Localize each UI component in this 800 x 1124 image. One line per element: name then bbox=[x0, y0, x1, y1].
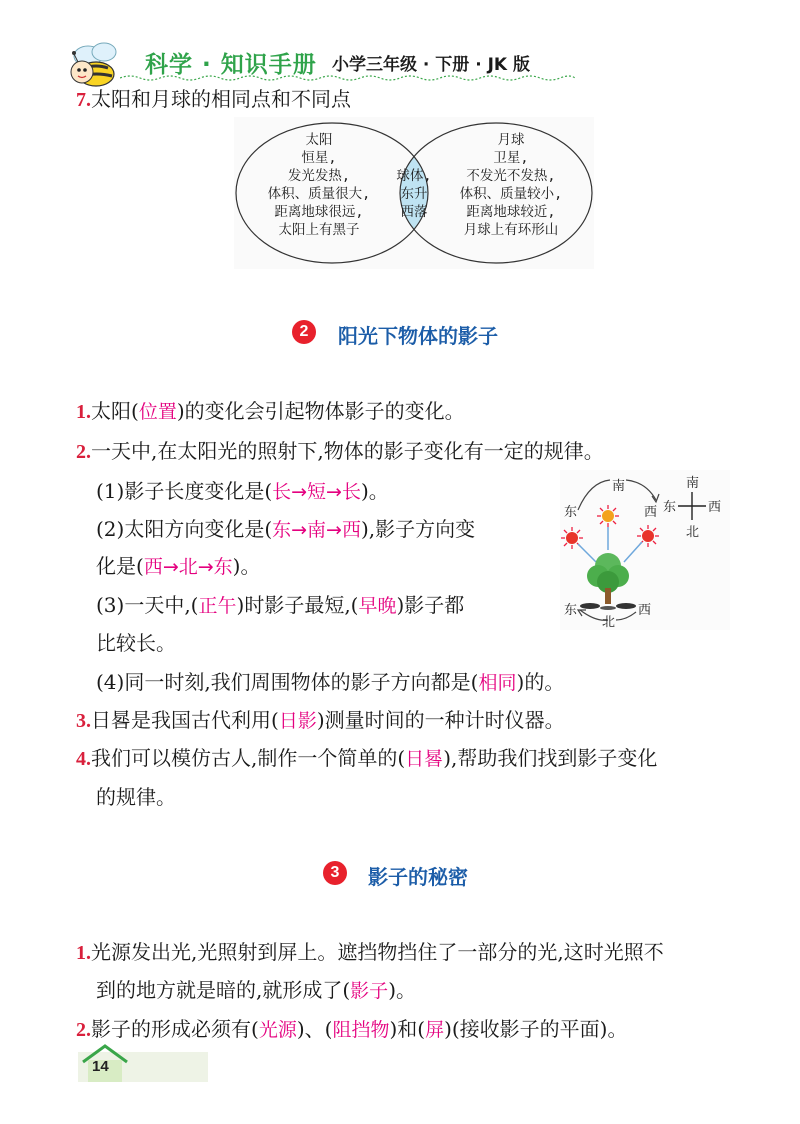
s2-item-3 bbox=[76, 707, 565, 734]
section-3-number: 3 bbox=[323, 861, 347, 885]
text: )和( bbox=[389, 1017, 426, 1041]
label-west: 西 bbox=[644, 505, 658, 520]
bottom-west-label: 西 bbox=[638, 603, 652, 618]
venn-right-line: 月球上有环形山 bbox=[463, 222, 559, 238]
venn-right-line: 卫星, bbox=[493, 150, 529, 166]
header-title: 科学 · 知识手册 bbox=[145, 52, 317, 78]
answer: 阻挡物 bbox=[332, 1019, 390, 1041]
label-east: 东 bbox=[564, 505, 578, 520]
answer: 日晷 bbox=[405, 748, 444, 770]
text: (1)影子长度变化是( bbox=[96, 479, 273, 503]
item-number: 2. bbox=[76, 1019, 91, 1041]
text: 化是( bbox=[96, 554, 144, 578]
s2-item-1 bbox=[76, 398, 465, 425]
compass-east-label: 东 bbox=[663, 500, 677, 515]
s2-sub-4 bbox=[96, 669, 564, 696]
answer: 正午 bbox=[198, 595, 237, 617]
s2-sub-3 bbox=[96, 592, 464, 619]
sun-path-diagram bbox=[560, 470, 730, 630]
venn-left-line: 太阳上有黑子 bbox=[278, 222, 360, 238]
venn-right-line: 不发光不发热, bbox=[466, 168, 556, 184]
bottom-north-label: 北 bbox=[602, 615, 616, 630]
s2-sub-3-cont bbox=[96, 630, 176, 656]
answer: 影子 bbox=[350, 980, 389, 1002]
header-divider bbox=[120, 74, 575, 82]
label-south: 南 bbox=[612, 479, 626, 494]
venn-right-text bbox=[436, 131, 586, 239]
venn-right-line: 体积、质量较小, bbox=[459, 186, 563, 202]
venn-middle-line: 西落 bbox=[400, 204, 428, 220]
s3-item-2 bbox=[76, 1016, 628, 1043]
text: )、( bbox=[296, 1017, 333, 1041]
s3-item-1-cont bbox=[96, 977, 416, 1004]
item-text: 太阳和月球的相同点和不同点 bbox=[91, 87, 351, 111]
page-number: 14 bbox=[92, 1058, 109, 1075]
item-number: 3. bbox=[76, 710, 91, 732]
item-number: 7. bbox=[76, 89, 91, 111]
answer: 东→南→西 bbox=[272, 519, 361, 541]
text: )(接收影子的平面)。 bbox=[444, 1017, 628, 1041]
section-2-number: 2 bbox=[292, 320, 316, 344]
text: ),影子方向变 bbox=[360, 517, 476, 541]
venn-left-line: 发光发热, bbox=[287, 168, 351, 184]
text: 比较长。 bbox=[96, 631, 176, 655]
item-number: 1. bbox=[76, 942, 91, 964]
text: 日晷是我国古代利用( bbox=[91, 708, 279, 732]
text: 的规律。 bbox=[96, 785, 176, 809]
venn-middle-line: 球体, bbox=[396, 168, 432, 184]
s2-item-2 bbox=[76, 438, 604, 465]
s3-item-1 bbox=[76, 939, 664, 966]
text: (3)一天中,( bbox=[96, 593, 199, 617]
section-3-title: 影子的秘密 bbox=[368, 865, 468, 889]
venn-middle-line: 东升 bbox=[400, 186, 428, 202]
venn-left-text bbox=[244, 131, 394, 239]
item-number: 2. bbox=[76, 441, 91, 463]
text: )的变化会引起物体影子的变化。 bbox=[176, 399, 465, 423]
venn-left-line: 距离地球很远, bbox=[274, 204, 364, 220]
answer: 日影 bbox=[278, 710, 317, 732]
venn-right-line: 月球 bbox=[497, 132, 525, 148]
venn-diagram bbox=[234, 117, 594, 269]
answer: 西→北→东 bbox=[143, 556, 233, 578]
header-subtitle: 小学三年级 · 下册 · JK 版 bbox=[332, 55, 531, 75]
item-7 bbox=[76, 86, 351, 113]
venn-middle-text bbox=[390, 167, 438, 221]
text: )的。 bbox=[516, 670, 565, 694]
answer: 光源 bbox=[258, 1019, 297, 1041]
section-2-title: 阳光下物体的影子 bbox=[338, 324, 498, 348]
text: ),帮助我们找到影子变化 bbox=[443, 746, 658, 770]
text: 我们可以模仿古人,制作一个简单的( bbox=[91, 746, 406, 770]
s2-sub-2 bbox=[96, 516, 475, 543]
venn-right-line: 距离地球较近, bbox=[466, 204, 556, 220]
answer: 长→短→长 bbox=[272, 481, 361, 503]
text: 影子的形成必须有( bbox=[91, 1017, 259, 1041]
text: )。 bbox=[360, 479, 389, 503]
text: (4)同一时刻,我们周围物体的影子方向都是( bbox=[96, 670, 479, 694]
text: )测量时间的一种计时仪器。 bbox=[316, 708, 565, 732]
text: 太阳( bbox=[91, 399, 139, 423]
text: )时影子最短,( bbox=[236, 593, 359, 617]
text: 光源发出光,光照射到屏上。遮挡物挡住了一部分的光,这时光照不 bbox=[91, 940, 664, 964]
answer: 早晚 bbox=[358, 595, 397, 617]
sun-icon bbox=[597, 505, 619, 527]
s2-item-4 bbox=[76, 745, 657, 772]
compass-south-label: 北 bbox=[686, 525, 700, 540]
answer: 屏 bbox=[425, 1019, 445, 1041]
text: 到的地方就是暗的,就形成了( bbox=[96, 978, 351, 1002]
text: )影子都 bbox=[396, 593, 465, 617]
answer: 相同 bbox=[478, 672, 517, 694]
s2-sub-2-cont bbox=[96, 553, 260, 580]
item-number: 4. bbox=[76, 748, 91, 770]
s2-item-4-cont bbox=[96, 784, 176, 810]
answer: 位置 bbox=[138, 401, 177, 423]
compass-west-label: 西 bbox=[708, 500, 722, 515]
text: )。 bbox=[388, 978, 416, 1002]
text: )。 bbox=[232, 554, 261, 578]
text: 一天中,在太阳光的照射下,物体的影子变化有一定的规律。 bbox=[91, 439, 604, 463]
bottom-east-label: 东 bbox=[564, 603, 578, 618]
venn-left-line: 体积、质量很大, bbox=[267, 186, 371, 202]
venn-left-line: 恒星, bbox=[301, 150, 337, 166]
item-number: 1. bbox=[76, 401, 91, 423]
venn-left-line: 太阳 bbox=[305, 132, 333, 148]
compass-north-label: 南 bbox=[686, 476, 700, 491]
text: (2)太阳方向变化是( bbox=[96, 517, 273, 541]
s2-sub-1 bbox=[96, 478, 389, 505]
